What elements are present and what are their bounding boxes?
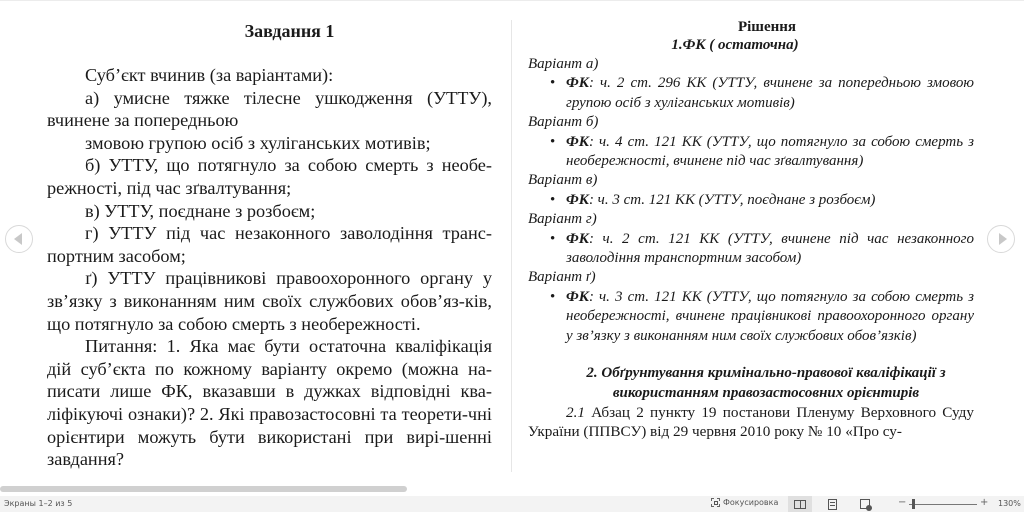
task-variant-a: а) умисне тяжке тілесне ушкодження (УТТУ), вчинене за попередньою: [47, 87, 492, 131]
left-page: [47, 18, 492, 471]
previous-screen-button[interactable]: [5, 225, 33, 253]
bullet-icon: •: [550, 133, 556, 150]
bullet-icon: •: [550, 230, 556, 247]
variant-answer: • ФК: ч. 2 ст. 296 КК (УТТУ, вчинене за попередньою змовою групою осіб з хуліганських мотивів): [550, 75, 974, 111]
screen-counter: Экраны 1–2 из 5: [4, 499, 73, 508]
variant-answer: • ФК: ч. 2 ст. 121 КК (УТТУ, вчинене під час незаконного заволодіння транспортним засобом): [550, 230, 974, 267]
chevron-left-icon: [14, 233, 22, 245]
variant-label: Варіант в): [528, 172, 598, 189]
task-body: [47, 64, 492, 471]
solution-subtitle: 1.ФК ( остаточна): [671, 37, 799, 53]
variant-answer: • ФК: ч. 3 ст. 121 КК (УТТУ, поєднане з розбоєм): [528, 191, 974, 210]
zoom-in-button[interactable]: +: [980, 497, 989, 508]
variant-answer: • ФК: ч. 4 ст. 121 КК (УТТУ, що потягнуло за собою смерть з необережності, вчинене під час зґвалтування): [550, 133, 974, 170]
top-border: [0, 0, 1024, 1]
task-variant-b: б) УТТУ, що потягнуло за собою смерть з необе-режності, під час зґвалтування;: [47, 155, 492, 198]
focus-label: Фокусировка: [723, 498, 779, 507]
right-page: [528, 18, 974, 442]
zoom-slider[interactable]: [909, 504, 977, 505]
task-title: Завдання 1: [244, 21, 335, 41]
task-questions: Питання: 1. Яка має бути остаточна кваліфікація дій суб’єкта по кожному варіанту окремо (можна на-писати лише ФК, вказавши в дужках відповідні ква-ліфікуючі ознаки)? 2. Які правозастосовні та теорети-чні орієнтири можуть бути використані при вирі-шенні завдання?: [47, 336, 492, 470]
book-icon: [794, 500, 806, 509]
web-icon: [860, 499, 870, 509]
status-bar: [0, 496, 1024, 512]
zoom-level[interactable]: 130%: [998, 499, 1021, 508]
web-layout-button[interactable]: [853, 496, 877, 512]
task-variant-g: г) УТТУ під час незаконного заволодіння транс-портним засобом;: [47, 223, 492, 266]
variant-label: Варіант ґ): [528, 269, 596, 286]
horizontal-scrollbar[interactable]: [0, 486, 407, 492]
solution-title: Рішення: [737, 19, 797, 35]
zoom-out-button[interactable]: −: [898, 497, 907, 508]
next-screen-button[interactable]: [987, 225, 1015, 253]
variant-label: Варіант а): [528, 56, 599, 72]
read-mode-button[interactable]: [788, 496, 812, 512]
page-icon: [828, 499, 837, 510]
focus-icon: [711, 498, 720, 507]
bullet-icon: •: [550, 75, 556, 92]
bullet-icon: •: [550, 191, 556, 208]
variant-label: Варіант г): [528, 211, 597, 228]
print-layout-button[interactable]: [820, 496, 844, 512]
task-variant-gg: ґ) УТТУ працівникові правоохоронного органу у зв’язку з виконанням ним своїх службових обов’яз-ків, що потягнуло за собою смерть з необережності.: [47, 268, 492, 334]
focus-mode-button[interactable]: [711, 498, 778, 507]
page-divider: [511, 20, 512, 472]
chevron-right-icon: [999, 233, 1007, 245]
task-variant-v: в) УТТУ, поєднане з розбоєм;: [85, 200, 316, 221]
task-variant-a-cont: змовою групою осіб з хуліганських мотивів;: [85, 132, 431, 153]
section2-body: 2.1 Абзац 2 пункту 19 постанови Пленуму Верховного Суду України (ППВСУ) від 29 червня 2010 року № 10 «Про су-: [528, 403, 974, 441]
bullet-icon: •: [550, 288, 556, 305]
variant-label: Варіант б): [528, 114, 599, 131]
section2-title: 2. Обґрунтування кримінально-правової кваліфікації з використанням правозастосовних орієнтирів: [586, 365, 946, 401]
zoom-slider-thumb[interactable]: [912, 499, 915, 509]
variant-answer: • ФК: ч. 3 ст. 121 КК (УТТУ, що потягнуло за собою смерть з необережності, вчинене працівникові правоохоронного органу у зв’язку з виконанням ним своїх службових обов’язків): [550, 288, 974, 344]
task-intro: Суб’єкт вчинив (за варіантами):: [85, 65, 334, 85]
